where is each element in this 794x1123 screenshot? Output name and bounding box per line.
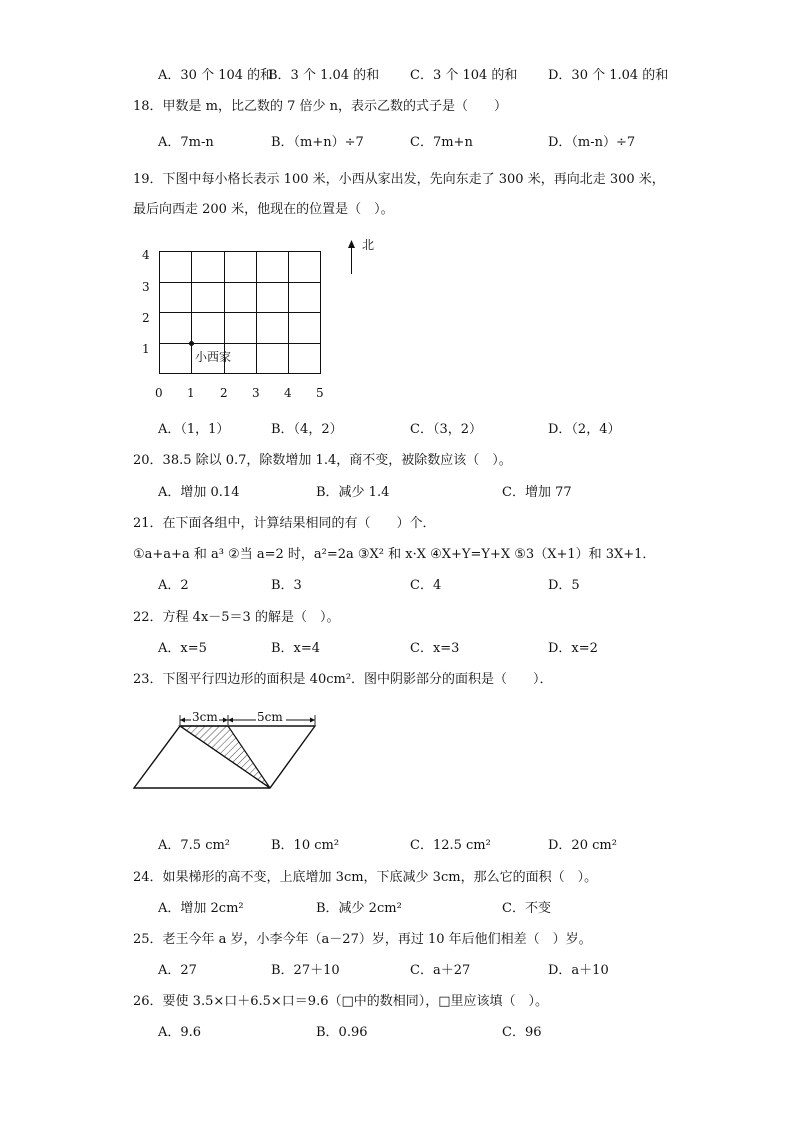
q23-parallelogram-figure [128, 704, 328, 796]
q19-stem-line1: 19．下图中每小格长表示 100 米，小西从家出发，先向东走了 300 米，再向北走 300 米， [133, 172, 665, 187]
q21-stem: 21．在下面各组中，计算结果相同的有（ ）个． [133, 516, 436, 531]
q24-option-b: B．减少 2cm² [316, 901, 402, 916]
q17-option-a: A．30 个 104 的和 [158, 68, 274, 83]
q23-option-a: A．7.5 cm² [158, 838, 231, 853]
q25-option-b: B．27＋10 [271, 963, 340, 978]
north-arrow-icon [348, 240, 355, 274]
q21-option-b: B．3 [271, 578, 302, 593]
y-label-3: 3 [142, 280, 150, 294]
q26-option-b: B．0.96 [316, 1025, 368, 1040]
q20-option-c: C．增加 77 [502, 485, 572, 500]
q17-option-b: B．3 个 1.04 的和 [268, 68, 380, 83]
q18-option-c: C．7m+n [410, 135, 473, 150]
q23-stem: 23．下图平行四边形的面积是 40cm²．图中阴影部分的面积是（ ）． [133, 672, 553, 687]
y-label-4: 4 [142, 248, 150, 262]
q22-option-b: B．x=4 [271, 641, 321, 656]
q20-option-b: B．减少 1.4 [316, 485, 390, 500]
q24-option-a: A．增加 2cm² [158, 901, 244, 916]
x-label-0: 0 [155, 386, 163, 400]
q19-option-d: D．（2，4） [548, 422, 621, 437]
q26-stem: 26．要使 3.5×口＋6.5×口＝9.6（□中的数相同），□里应该填（ ）。 [133, 994, 549, 1009]
q24-stem: 24．如果梯形的高不变，上底增加 3cm，下底减少 3cm，那么它的面积（ ）。 [133, 870, 598, 885]
q26-option-c: C．96 [502, 1025, 542, 1040]
north-label: 北 [362, 238, 375, 252]
q25-option-d: D．a＋10 [548, 963, 609, 978]
q22-option-d: D．x=2 [548, 641, 598, 656]
x-label-5: 5 [316, 386, 324, 400]
x-label-1: 1 [187, 386, 195, 400]
q17-option-c: C．3 个 104 的和 [410, 68, 518, 83]
q22-stem: 22．方程 4x－5＝3 的解是（ ）。 [133, 610, 340, 625]
x-label-2: 2 [220, 386, 228, 400]
q19-grid-figure [140, 232, 390, 404]
q25-option-a: A．27 [158, 963, 197, 978]
q18-option-b: B．（m+n）÷7 [271, 135, 364, 150]
label-3cm: 3cm [192, 710, 218, 724]
q19-option-b: B．（4，2） [271, 422, 343, 437]
q21-option-d: D．5 [548, 578, 580, 593]
q19-stem-line2: 最后向西走 200 米，他现在的位置是（ ）。 [133, 202, 394, 217]
x-label-4: 4 [284, 386, 292, 400]
q21-items: ①a+a+a 和 a³ ②当 a=2 时，a²=2a ③X² 和 x·X ④X+Y=Y+X ⑤3（X+1）和 3X+1． [133, 547, 656, 562]
y-label-2: 2 [142, 311, 150, 325]
q18-option-a: A．7m-n [158, 135, 214, 150]
q18-option-d: D．（m-n）÷7 [548, 135, 636, 150]
q25-option-c: C．a＋27 [410, 963, 471, 978]
grid-lines [160, 252, 321, 374]
q24-option-c: C．不变 [502, 901, 551, 916]
q17-option-d: D．30 个 1.04 的和 [548, 68, 669, 83]
q21-option-c: C．4 [410, 578, 442, 593]
q21-option-a: A．2 [158, 578, 189, 593]
x-label-3: 3 [252, 386, 260, 400]
q20-option-a: A．增加 0.14 [158, 485, 240, 500]
q26-option-a: A．9.6 [158, 1025, 202, 1040]
q22-option-c: C．x=3 [410, 641, 460, 656]
q19-option-a: A．（1，1） [158, 422, 230, 437]
home-label: 小西家 [195, 350, 232, 364]
q19-option-c: C．（3，2） [410, 422, 482, 437]
q22-option-a: A．x=5 [158, 641, 207, 656]
q23-option-c: C．12.5 cm² [410, 838, 491, 853]
q20-stem: 20．38.5 除以 0.7，除数增加 1.4，商不变，被除数应该（ ）。 [133, 453, 512, 468]
q25-stem: 25．老王今年 a 岁，小李今年（a－27）岁，再过 10 年后他们相差（ ）岁。 [133, 932, 592, 947]
q23-option-d: D．20 cm² [548, 838, 617, 853]
q18-stem: 18．甲数是 m，比乙数的 7 倍少 n，表示乙数的式子是（ ） [133, 99, 508, 114]
label-5cm: 5cm [257, 710, 283, 724]
y-label-1: 1 [142, 342, 150, 356]
q23-option-b: B．10 cm² [271, 838, 340, 853]
home-dot [189, 341, 194, 346]
